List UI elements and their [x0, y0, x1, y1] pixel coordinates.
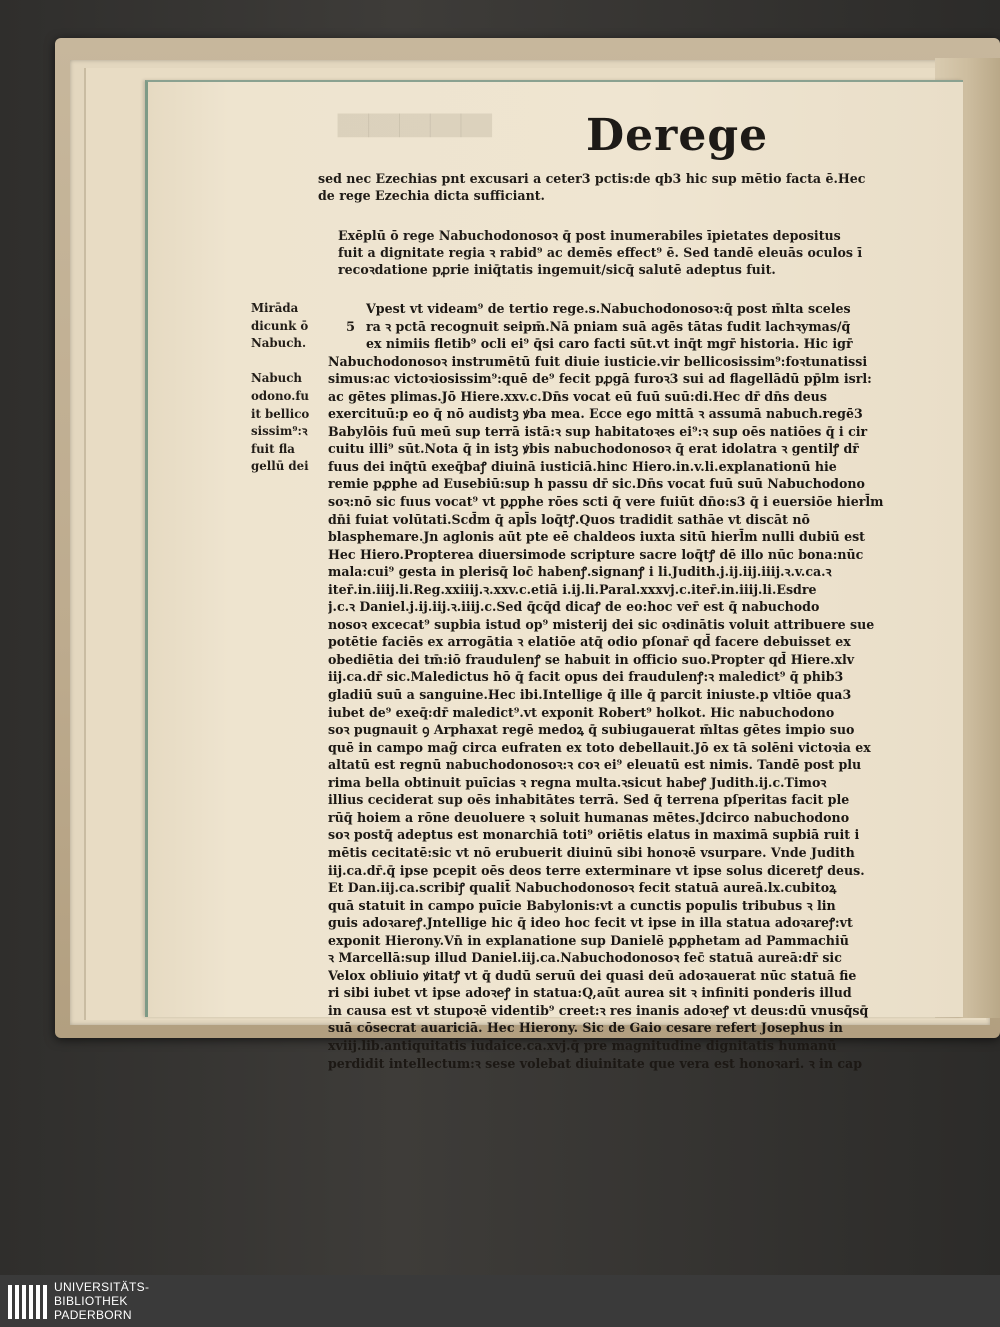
section-number: 5	[346, 320, 356, 335]
summary-line: fuit a dignitate regia ꝛ rabid⁹ ac demēs effect⁹ ē. Sed tandē eleuās oculos ī	[338, 245, 863, 260]
text-line: nosoꝛ excecat⁹ supbia istud op⁹ misterij dei sic oꝛdinātis voluit attribuere sue	[328, 616, 875, 632]
text-line: soꝛ:nō sic fuus vocat⁹ vt pꝓphe rōes scti q̄ vere fuiūt dn̄o:s3 q̄ i euersiōe hierl̄m	[328, 494, 884, 510]
text-line: fuus dei inq̄tū exeq̄baꝭ diuinā iusticiā.hinc Hiero.in.v.li.explanationū hie	[328, 458, 837, 474]
text-line: potētie faciēs ex arrogātia ꝛ elatiōe atq̄ odio pſonar̄ qd̄ facere debuisset ex	[328, 634, 851, 650]
text-line: iter̄.in.iiij.li.Reg.xxiiij.ꝛ.xxv.c.etiā i.ij.li.Paral.xxxvj.c.iter̄.in.iiij.li.Esdre	[328, 581, 817, 597]
text-line: illius ceciderat sup oēs inhabitātes terrā. Sed q̄ terrena pſperitas facit ple	[328, 792, 850, 808]
text-line: sed nec Ezechias pnt excusari a ceter3 pctis:de qb3 hic sup mētio facta ē.Hec	[318, 171, 866, 186]
text-line: Hec Hiero.Propterea diuersimode scripture sacre loq̄tꝭ dē illo nūc bona:nūc	[328, 546, 864, 562]
text-line: iubet de⁹ exeq̄:dr̄ maledict⁹.vt exponit Robert⁹ holkot. Hic nabuchodono	[328, 704, 835, 720]
text-line: rūq̄ hoiem a rōne deuoluere ꝛ soluit humanas mētes.Jdcirco nabuchodono	[328, 809, 850, 825]
text-line: Babylōis fuū meū sup terrā istā:ꝛ sup habitatoꝛes ei⁹:ꝛ sup oēs natiōes q̄ i cir	[328, 423, 868, 439]
text-line: mētis cecitatē:sic vt nō erubuerit diuinū sibi honoꝛē vsurpare. Vnde Judith	[328, 844, 855, 860]
text-line: ac gētes plimas.Jō Hiere.xxv.c.Dn̄s vocat eū fuū suū:di.Hec dr̄ dn̄s deus	[328, 388, 827, 404]
margin-note-line: it bellico	[251, 406, 310, 421]
text-line: gladiū suū a sanguine.Hec ibi.Intellige q̄ ille q̄ parcit iniuste.p vltiōe qua3	[328, 687, 852, 703]
text-line: Et Dan.iij.ca.scribiꝭ qualit̄ Nabuchodonosoꝛ fecit statuā aureā.lx.cubitoꝝ	[328, 880, 837, 896]
text-line: altatū est regnū nabuchodonosoꝛ:ꝛ coꝛ ei⁹ eleuatū est nimis. Tandē post plu	[328, 757, 862, 773]
text-line: exponit Hierony.Vn̄ in explanatione sup Danielē pꝓphetam ad Pammachiū	[328, 932, 849, 948]
bleed-through-shadow: ▀▀▀▀▀	[338, 114, 492, 161]
library-name-line: UNIVERSITÄTS-	[54, 1280, 150, 1294]
text-line: simus:ac victoꝛiosissim⁹:quē de⁹ fecit pꝓgā furoꝛ3 sui ad flagellādū pp̄lm isrl:	[328, 371, 872, 387]
text-line: soꝛ postq̄ adeptus est monarchiā toti⁹ oriētis elatus in maximā supbiā ruit i	[328, 827, 860, 843]
text-line: Vpest vt videam⁹ de tertio rege.s.Nabuchodonosoꝛ:q̄ post m̄lta sceles	[366, 301, 851, 316]
margin-note-line: fuit fla	[251, 441, 295, 456]
library-name	[54, 1280, 149, 1322]
text-line: in causa est vt stupoꝛē videntib⁹ creet:ꝛ res inanis adoꝛeꝭ vt deus:dū vnusq̄sq̄	[328, 1002, 869, 1018]
margin-note-line: odono.fu	[251, 388, 309, 403]
margin-note-line: Mirāda	[251, 301, 299, 315]
text-line: blasphemare.Jn aglonis aūt pte eē chaldeos iuxta sitū hierl̄m nulli dubiū est	[328, 529, 865, 545]
text-line: obediētia dei tm̄:iō fraudulenꝭ se habuit in officio suo.Propter qd̄ Hiere.xlv	[328, 651, 855, 667]
summary-line: Exēplū ō rege Nabuchodonosoꝛ q̄ post inumerabiles īpietates depositus	[338, 228, 841, 243]
text-line: dn̄i fuiat volūtati.Scd̄m q̄ apl̄s loq̄tꝭ.Quos tradidit sathāe vt discāt nō	[328, 511, 810, 527]
text-line: iij.ca.dr̄ sic.Maledictus hō q̄ facit opus dei fraudulenꝭ:ꝛ maledict⁹ q̄ phib3	[328, 669, 844, 685]
main-text-column	[328, 300, 928, 1072]
library-name-line: PADERBORN	[54, 1308, 132, 1322]
chapter-summary	[338, 227, 923, 278]
text-line: rima bella obtinuit puīcias ꝛ regna multa.ꝛsicut habeꝭ Judith.ij.c.Timoꝛ	[328, 774, 827, 790]
text-line: quā statuit in campo puīcie Babylonis:vt a cunctis populis tribubus ꝛ lin	[328, 897, 836, 913]
text-line: guis adoꝛareꝭ.Jntellige hic q̄ ideo hoc fecit vt ipse in illa statua adoꝛareꝭ:vt	[328, 915, 853, 931]
library-footer	[0, 1275, 1000, 1327]
margin-note-line: gellū dei	[251, 459, 309, 474]
text-line: ꝛ Marcellā:sup illud Daniel.iij.ca.Nabuchodonosoꝛ fec̄ statuā aureā:dr̄ sic	[328, 950, 842, 966]
top-text-block	[318, 170, 923, 204]
text-line: de rege Ezechia dicta sufficiant.	[318, 188, 545, 203]
text-line: exercituū:p eo q̄ nō audistꝫ ꝟba mea. Ecce ego mittā ꝛ assumā nabuch.regē3	[328, 406, 863, 422]
text-line: soꝛ pugnauit ꝯ Arphaxat regē medoꝝ q̄ subiugauerat m̄ltas gētes impio suo	[328, 722, 855, 738]
text-line: remie pꝓphe ad Eusebiū:sup h passu dr̄ sic.Dn̄s vocat fuū suū Nabuchodono	[328, 476, 865, 492]
margin-note-line: Nabuch	[251, 371, 303, 386]
text-line: j.c.ꝛ Daniel.j.ij.iij.ꝛ.iiij.c.Sed q̄cq̄d dicaꝭ de eo:hoc ver̄ est q̄ nabuchodo	[328, 599, 820, 615]
margin-note-line: sissim⁹:ꝛ	[251, 424, 308, 439]
text-line: Velox obliuio ꝟitatꝭ vt q̄ dudū seruū dei quasi deū adoꝛauerat nūc statuā fie	[328, 967, 857, 983]
text-line: ri sibi iubet vt ipse adoꝛeꝭ in statua:Q,aūt aurea sit ꝛ infiniti ponderis illud	[328, 985, 852, 1001]
margin-notes	[251, 300, 333, 476]
book-page	[145, 80, 963, 1071]
margin-note-line	[251, 353, 333, 371]
text-line: iij.ca.dr̄.q̄ ipse pcepit oēs deos terre exterminare vt ipse solus diceretꝭ deus.	[328, 862, 865, 878]
text-line: mala:cui⁹ gesta in plerisq̄ loc̄ habenꝭ.signanꝭ i li.Judith.j.ij.iij.iiij.ꝛ.v.ca.ꝛ	[328, 564, 832, 580]
text-line: ex nimiis fletib⁹ ocli ei⁹ q̄si caro facti sūt.vt inq̄t mgr̄ historia. Hic igr̄	[366, 336, 853, 352]
margin-note-line: Nabuch.	[251, 336, 307, 351]
text-line: xviij.lib.antiquitatis iudaice.ca.xvj.q̄ pre magnitudine dignitatis humanū	[328, 1037, 837, 1053]
page-title: Derege	[586, 110, 769, 161]
margin-note-line: dicunk ō	[251, 318, 309, 333]
text-line: Nabuchodonosoꝛ instrumētū fuit diuie iusticie.vir bellicosissim⁹:foꝛtunatissi	[328, 353, 868, 369]
text-line: suā cōsecrat auariciā. Hec Hierony. Sic de Gaio cesare refert Josephus in	[328, 1020, 843, 1036]
text-line: cuitu illi⁹ sūt.Nota q̄ in istꝫ ꝟbis nabuchodonosoꝛ q̄ erat idolatra ꝛ gentilꝭ dr̄	[328, 441, 859, 457]
library-name-line: BIBLIOTHEK	[54, 1294, 128, 1308]
summary-line: recoꝛdatione pꝓrie iniq̄tatis ingemuit/sicq̄ salutē adeptus fuit.	[338, 262, 776, 277]
library-logo-icon	[8, 1285, 50, 1319]
text-line: ra ꝛ pctā recognuit seipm̄.Nā pniam suā agēs tātas fudit lachꝛymas/q̄	[366, 318, 851, 334]
text-line: quē in campo mag̃ circa eufraten ex toto debellauit.Jō ex tā solēni victoꝛia ex	[328, 739, 871, 755]
text-line: perdidit intellectum:ꝛ sese volebat diuinitate que vera est honoꝛari. ꝛ in cap	[328, 1055, 863, 1071]
